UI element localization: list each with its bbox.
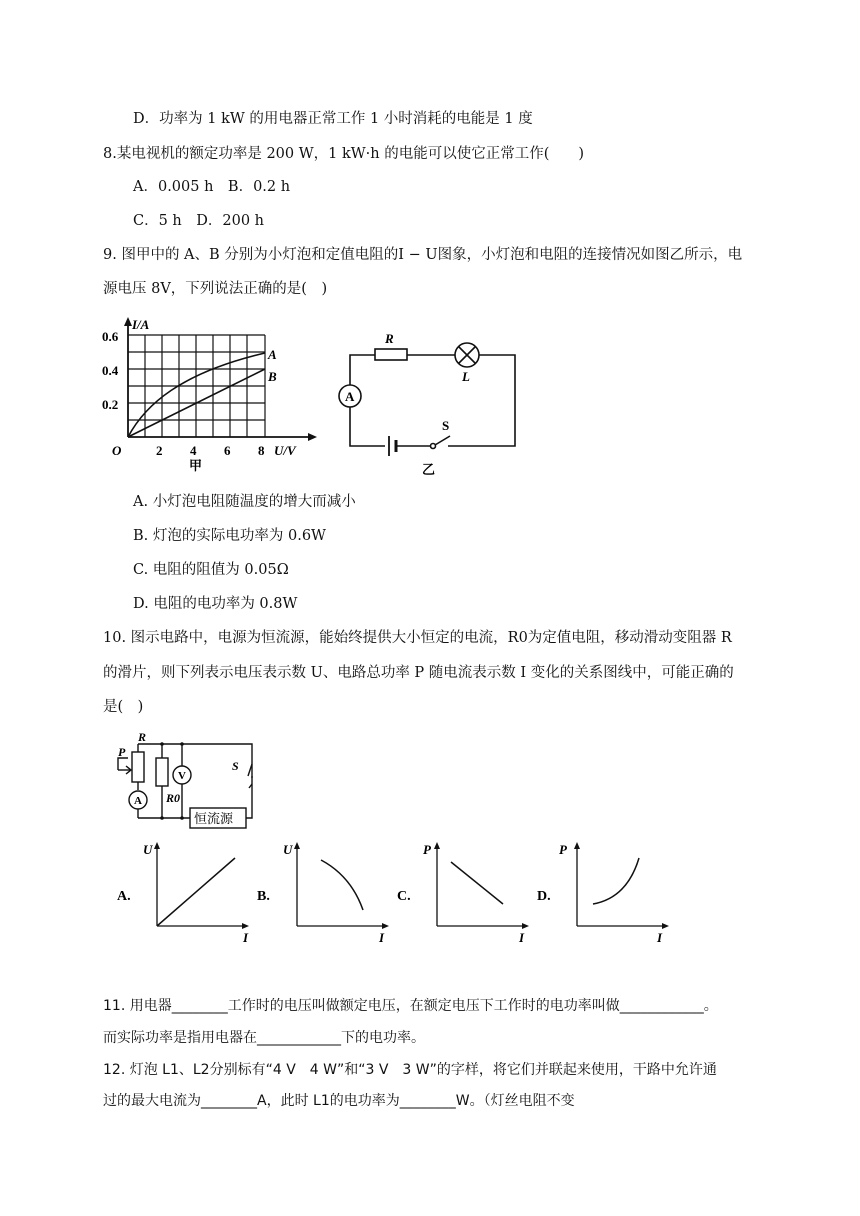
q10-label-p: P: [118, 745, 126, 759]
q9-ytick-06: 0.6: [102, 329, 119, 344]
q10-graph-d: [535, 838, 675, 948]
q9-xtick-4: 4: [190, 443, 197, 458]
q9-ytick-04: 0.4: [102, 363, 119, 378]
q10-graph-b-label: B.: [257, 889, 270, 904]
q12-line1: 12. 灯泡 L1、L2分别标有“4 V 4 W”和“3 V 3 W”的字样，将它们并联起来使用，干路中允许通: [103, 1062, 717, 1078]
q10-graph-b-y: U: [283, 842, 293, 857]
q9-caption-jia: 甲: [189, 458, 203, 473]
q8-options-ab: A．0.005 h B．0.2 h: [133, 179, 291, 195]
q10-stem-line1: 10. 图示电路中，电源为恒流源，能始终提供大小恒定的电流，R0为定值电阻，移动滑动变阻器 R: [103, 630, 732, 646]
q9-xtick-8: 8: [258, 443, 265, 458]
q9-caption-yi: 乙: [422, 462, 436, 477]
q10-graph-a-y: U: [143, 842, 153, 857]
q11-line2: 而实际功率是指用电器在____________下的电功率。: [103, 1030, 425, 1046]
q10-graph-c-line: [451, 862, 503, 904]
q10-graph-b-x: I: [379, 930, 385, 945]
q10-stem-line3: 是( ): [103, 699, 144, 715]
q12-line2: 过的最大电流为________A，此时 L1的电功率为________W。（灯丝电阻不变: [103, 1093, 575, 1109]
q9-circuit: [330, 330, 530, 477]
q10-graph-d-y: P: [559, 842, 567, 857]
q9-xlabel: U/V: [274, 443, 296, 458]
q9-xtick-6: 6: [224, 443, 231, 458]
q10-graph-c-y: P: [423, 842, 431, 857]
q9-iu-graph: [100, 315, 330, 480]
q10-graph-c-label: C.: [397, 889, 411, 904]
q9-stem-line2: 源电压 8V，下列说法正确的是( ): [103, 281, 328, 297]
q9-resistor: [375, 349, 407, 360]
q10-graph-a-label: A.: [117, 889, 131, 904]
q10-label-r: R: [138, 730, 147, 744]
q9-option-a: A. 小灯泡电阻随温度的增大而减小: [133, 494, 356, 510]
q9-switch: [435, 436, 450, 445]
q10-label-v: V: [178, 770, 186, 782]
q10-graph-a-line: [157, 858, 235, 926]
q10-label-s: S: [232, 759, 239, 773]
q9-origin: O: [112, 443, 122, 458]
q11-line1: 11. 用电器________工作时的电压叫做额定电压，在额定电压下工作时的电功率叫做____________。: [103, 998, 718, 1014]
q10-circuit: [110, 730, 270, 830]
q9-option-b: B. 灯泡的实际电功率为 0.6W: [133, 528, 326, 544]
q9-label-b: B: [268, 369, 277, 384]
q10-r0: [156, 758, 168, 786]
q9-xtick-2: 2: [156, 443, 163, 458]
q10-graph-a-x: I: [243, 930, 249, 945]
q10-stem-line2: 的滑片，则下列表示电压表示数 U、电路总功率 P 随电流表示数 I 变化的关系图线中，可能正确的: [103, 665, 734, 681]
q10-graph-b: [255, 838, 395, 948]
q10-graph-d-curve: [593, 858, 639, 904]
q9-stem-line1: 9. 图甲中的 A、B 分别为小灯泡和定值电阻的I − U图象，小灯泡和电阻的连接情况如图乙所示，电: [103, 247, 743, 263]
q9-option-d: D. 电阻的电功率为 0.8W: [133, 596, 298, 612]
q10-graph-d-label: D.: [537, 889, 551, 904]
q10-source-label: 恒流源: [194, 811, 234, 826]
q9-axes: [124, 317, 317, 441]
q10-graph-c-x: I: [519, 930, 525, 945]
q9-ylabel: I/A: [132, 317, 150, 332]
q8-options-cd: C．5 h D．200 h: [133, 213, 265, 229]
q8-stem: 8.某电视机的额定功率是 200 W，1 kW·h 的电能可以使它正常工作( ): [103, 146, 585, 162]
q10-label-a: A: [134, 795, 142, 807]
q10-graph-c: [395, 838, 535, 948]
q10-graph-d-x: I: [657, 930, 663, 945]
q9-option-c: C. 电阻的阻值为 0.05Ω: [133, 562, 289, 578]
q9-lamp-label: L: [462, 369, 470, 384]
q10-label-r0: R0: [166, 791, 181, 805]
q9-ytick-02: 0.2: [102, 397, 119, 412]
q10-rheostat: [132, 752, 144, 782]
q9-switch-label: S: [442, 418, 450, 433]
q9-ammeter-label: A: [345, 389, 355, 404]
q9-resistor-label: R: [385, 331, 394, 346]
q10-graph-a: [115, 838, 255, 948]
q10-graph-b-curve: [321, 860, 363, 910]
q7-option-d: D．功率为 1 kW 的用电器正常工作 1 小时消耗的电能是 1 度: [133, 111, 533, 127]
q9-label-a: A: [268, 347, 277, 362]
